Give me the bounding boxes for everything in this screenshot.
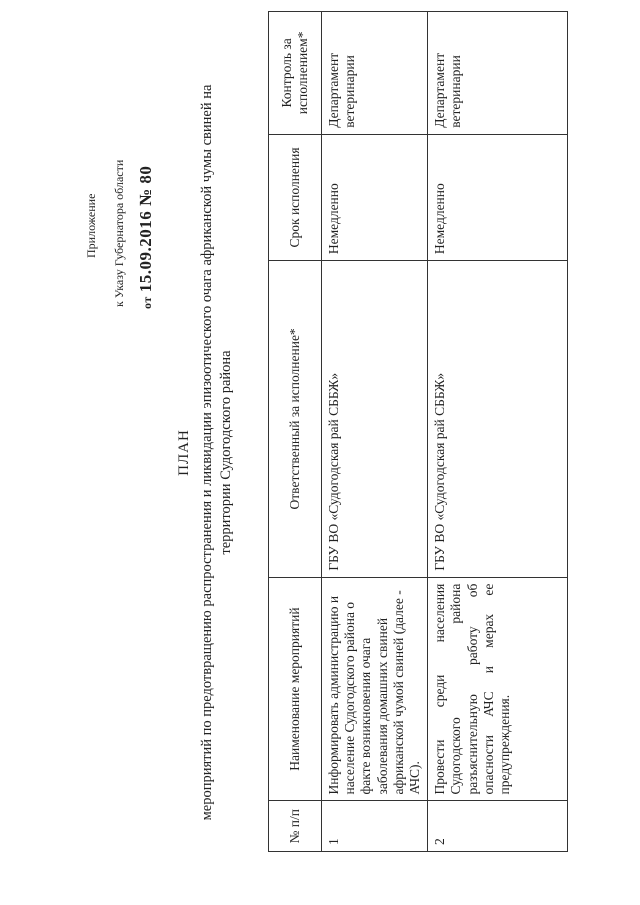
table-row — [322, 12, 428, 852]
row-control: Департамент ветеринарии — [428, 12, 568, 135]
row-responsible: ГБУ ВО «Судогодская рай СББЖ» — [428, 261, 568, 578]
header-deadline: Срок исполнения — [269, 134, 322, 260]
header-activity: Наименование мероприятий — [269, 577, 322, 801]
row-deadline: Немедленно — [428, 134, 568, 260]
row-activity: Провести среди населения Судогодского района разъяснительную работу об опасности АЧС и мерах ее предупреждения. — [428, 577, 568, 801]
decree-date-stamp — [136, 166, 156, 309]
header-number: № п/п — [269, 801, 322, 852]
row-deadline: Немедленно — [322, 134, 428, 260]
header-control: Контроль за исполнением* — [269, 12, 322, 135]
row-responsible: ГБУ ВО «Судогодская рай СББЖ» — [322, 261, 428, 578]
row-number: 2 — [428, 801, 568, 852]
date-prefix: от — [140, 296, 154, 309]
plan-title: ПЛАН — [176, 429, 192, 476]
row-number: 1 — [322, 801, 428, 852]
row-activity: Информировать администрацию и население Судогодского района о факте возникновения очага заболевания домашних свиней африканской чумой свиней (далее - АЧС). — [322, 577, 428, 801]
appendix-label: Приложение — [84, 193, 98, 258]
table-row — [428, 12, 568, 852]
row-control: Департамент ветеринарии — [322, 12, 428, 135]
date-number: 15.09.2016 № 80 — [136, 165, 155, 293]
plan-subtitle-line2: территории Судогодского района — [218, 350, 234, 555]
plan-subtitle-line1: мероприятий по предотвращению распространения и ликвидации эпизоотического очага африканской чумы свиней на — [199, 84, 215, 821]
plan-table — [268, 11, 568, 852]
table-header-row — [269, 12, 322, 852]
header-responsible: Ответственный за исполнение* — [269, 261, 322, 578]
decree-reference: к Указу Губернатора области — [112, 159, 126, 307]
